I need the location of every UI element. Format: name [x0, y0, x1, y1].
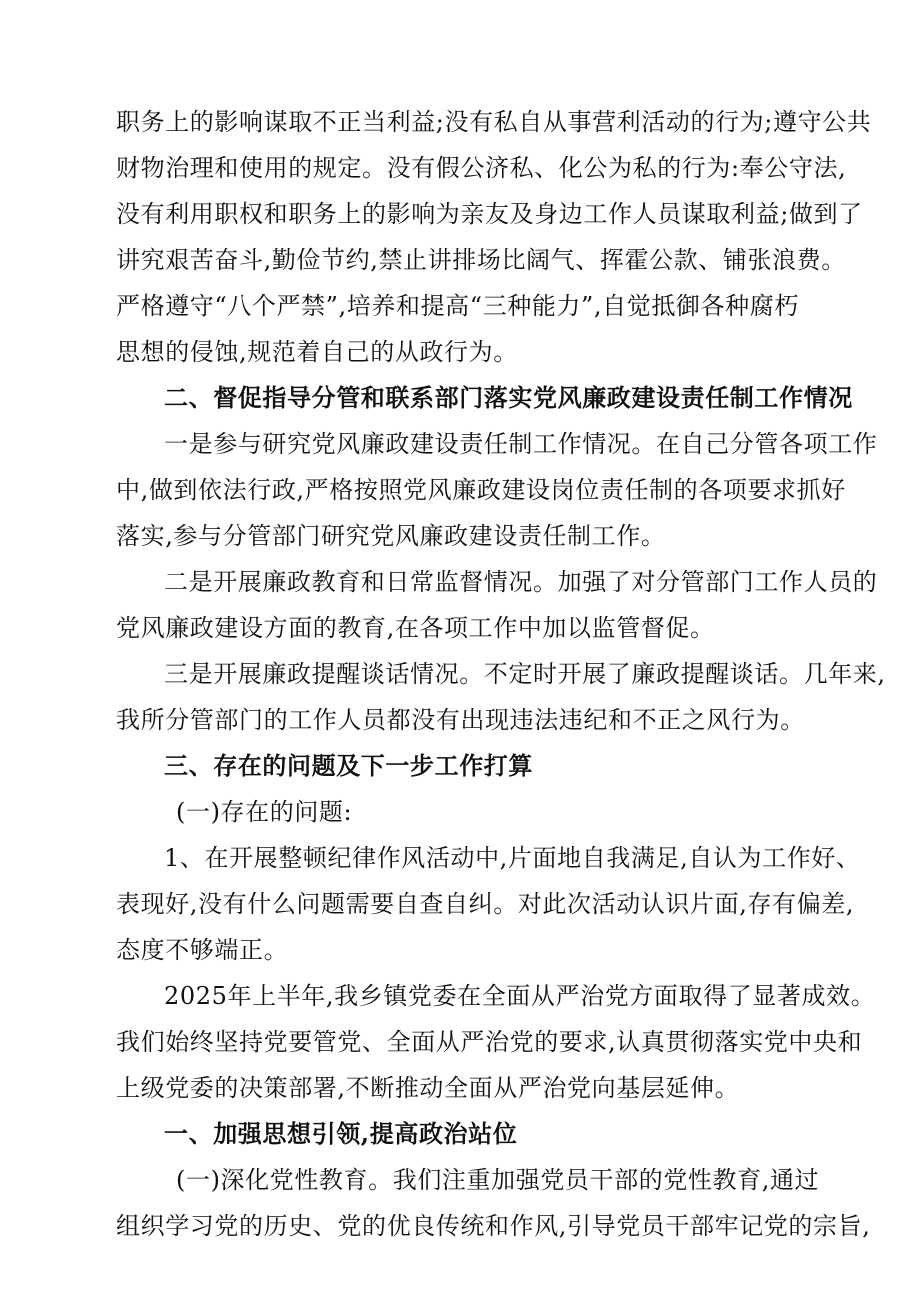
paragraph-line: 严格遵守“八个严禁”,培养和提高“三种能力”,自觉抵御各种腐朽: [116, 292, 799, 320]
paragraph-line: 没有利用职权和职务上的影响为亲友及身边工作人员谋取利益;做到了: [116, 200, 863, 228]
paragraph-line: 财物治理和使用的规定。没有假公济私、化公为私的行为:奉公守法,: [116, 154, 847, 182]
paragraph-line: 我所分管部门的工作人员都没有出现违法违纪和不正之风行为。: [116, 706, 805, 734]
section-heading: 三、存在的问题及下一步工作打算: [164, 751, 533, 780]
paragraph-line: 落实,参与分管部门研究党风廉政建设责任制工作。: [116, 522, 666, 550]
paragraph-line: 表现好,没有什么问题需要自查自纠。对此次活动认识片面,存有偏差,: [116, 890, 855, 918]
paragraph-line: 讲究艰苦奋斗,勤俭节约,禁止讲排场比阔气、挥霍公款、铺张浪费。: [116, 246, 846, 274]
paragraph-line: 1、在开展整顿纪律作风活动中,片面地自我满足,自认为工作好、: [164, 844, 861, 872]
paragraph-line: 党风廉政建设方面的教育,在各项工作中加以监管督促。: [116, 614, 715, 642]
subsection-heading: (一)存在的问题:: [176, 798, 353, 826]
paragraph-line: 思想的侵蚀,规范着自己的从政行为。: [116, 338, 518, 366]
paragraph-line: 中,做到依法行政,严格按照党风廉政建设岗位责任制的各项要求抓好: [116, 476, 846, 504]
paragraph-line: 三是开展廉政提醒谈话情况。不定时开展了廉政提醒谈话。几年来,: [164, 660, 886, 688]
paragraph-line: 我们始终坚持党要管党、全面从严治党的要求,认真贯彻落实党中央和: [116, 1028, 863, 1056]
paragraph-line: 态度不够端正。: [116, 936, 289, 964]
paragraph-line: 上级党委的决策部署,不断推动全面从严治党向基层延伸。: [116, 1074, 740, 1102]
paragraph-line: 组织学习党的历史、党的优良传统和作风,引导党员干部牢记党的宗旨,: [116, 1212, 871, 1240]
section-heading: 二、督促指导分管和联系部门落实党风廉政建设责任制工作情况: [164, 383, 853, 412]
paragraph-line: 一是参与研究党风廉政建设责任制工作情况。在自己分管各项工作: [164, 430, 878, 458]
paragraph-line: 二是开展廉政教育和日常监督情况。加强了对分管部门工作人员的: [164, 568, 878, 596]
paragraph-line: (一)深化党性教育。我们注重加强党员干部的党性教育,通过: [176, 1166, 820, 1194]
paragraph-line: 职务上的影响谋取不正当利益;没有私自从事营利活动的行为;遵守公共: [116, 108, 872, 136]
paragraph-line: 2025年上半年,我乡镇党委在全面从严治党方面取得了显著成效。: [164, 982, 876, 1010]
section-heading: 一、加强思想引领,提高政治站位: [164, 1119, 518, 1148]
